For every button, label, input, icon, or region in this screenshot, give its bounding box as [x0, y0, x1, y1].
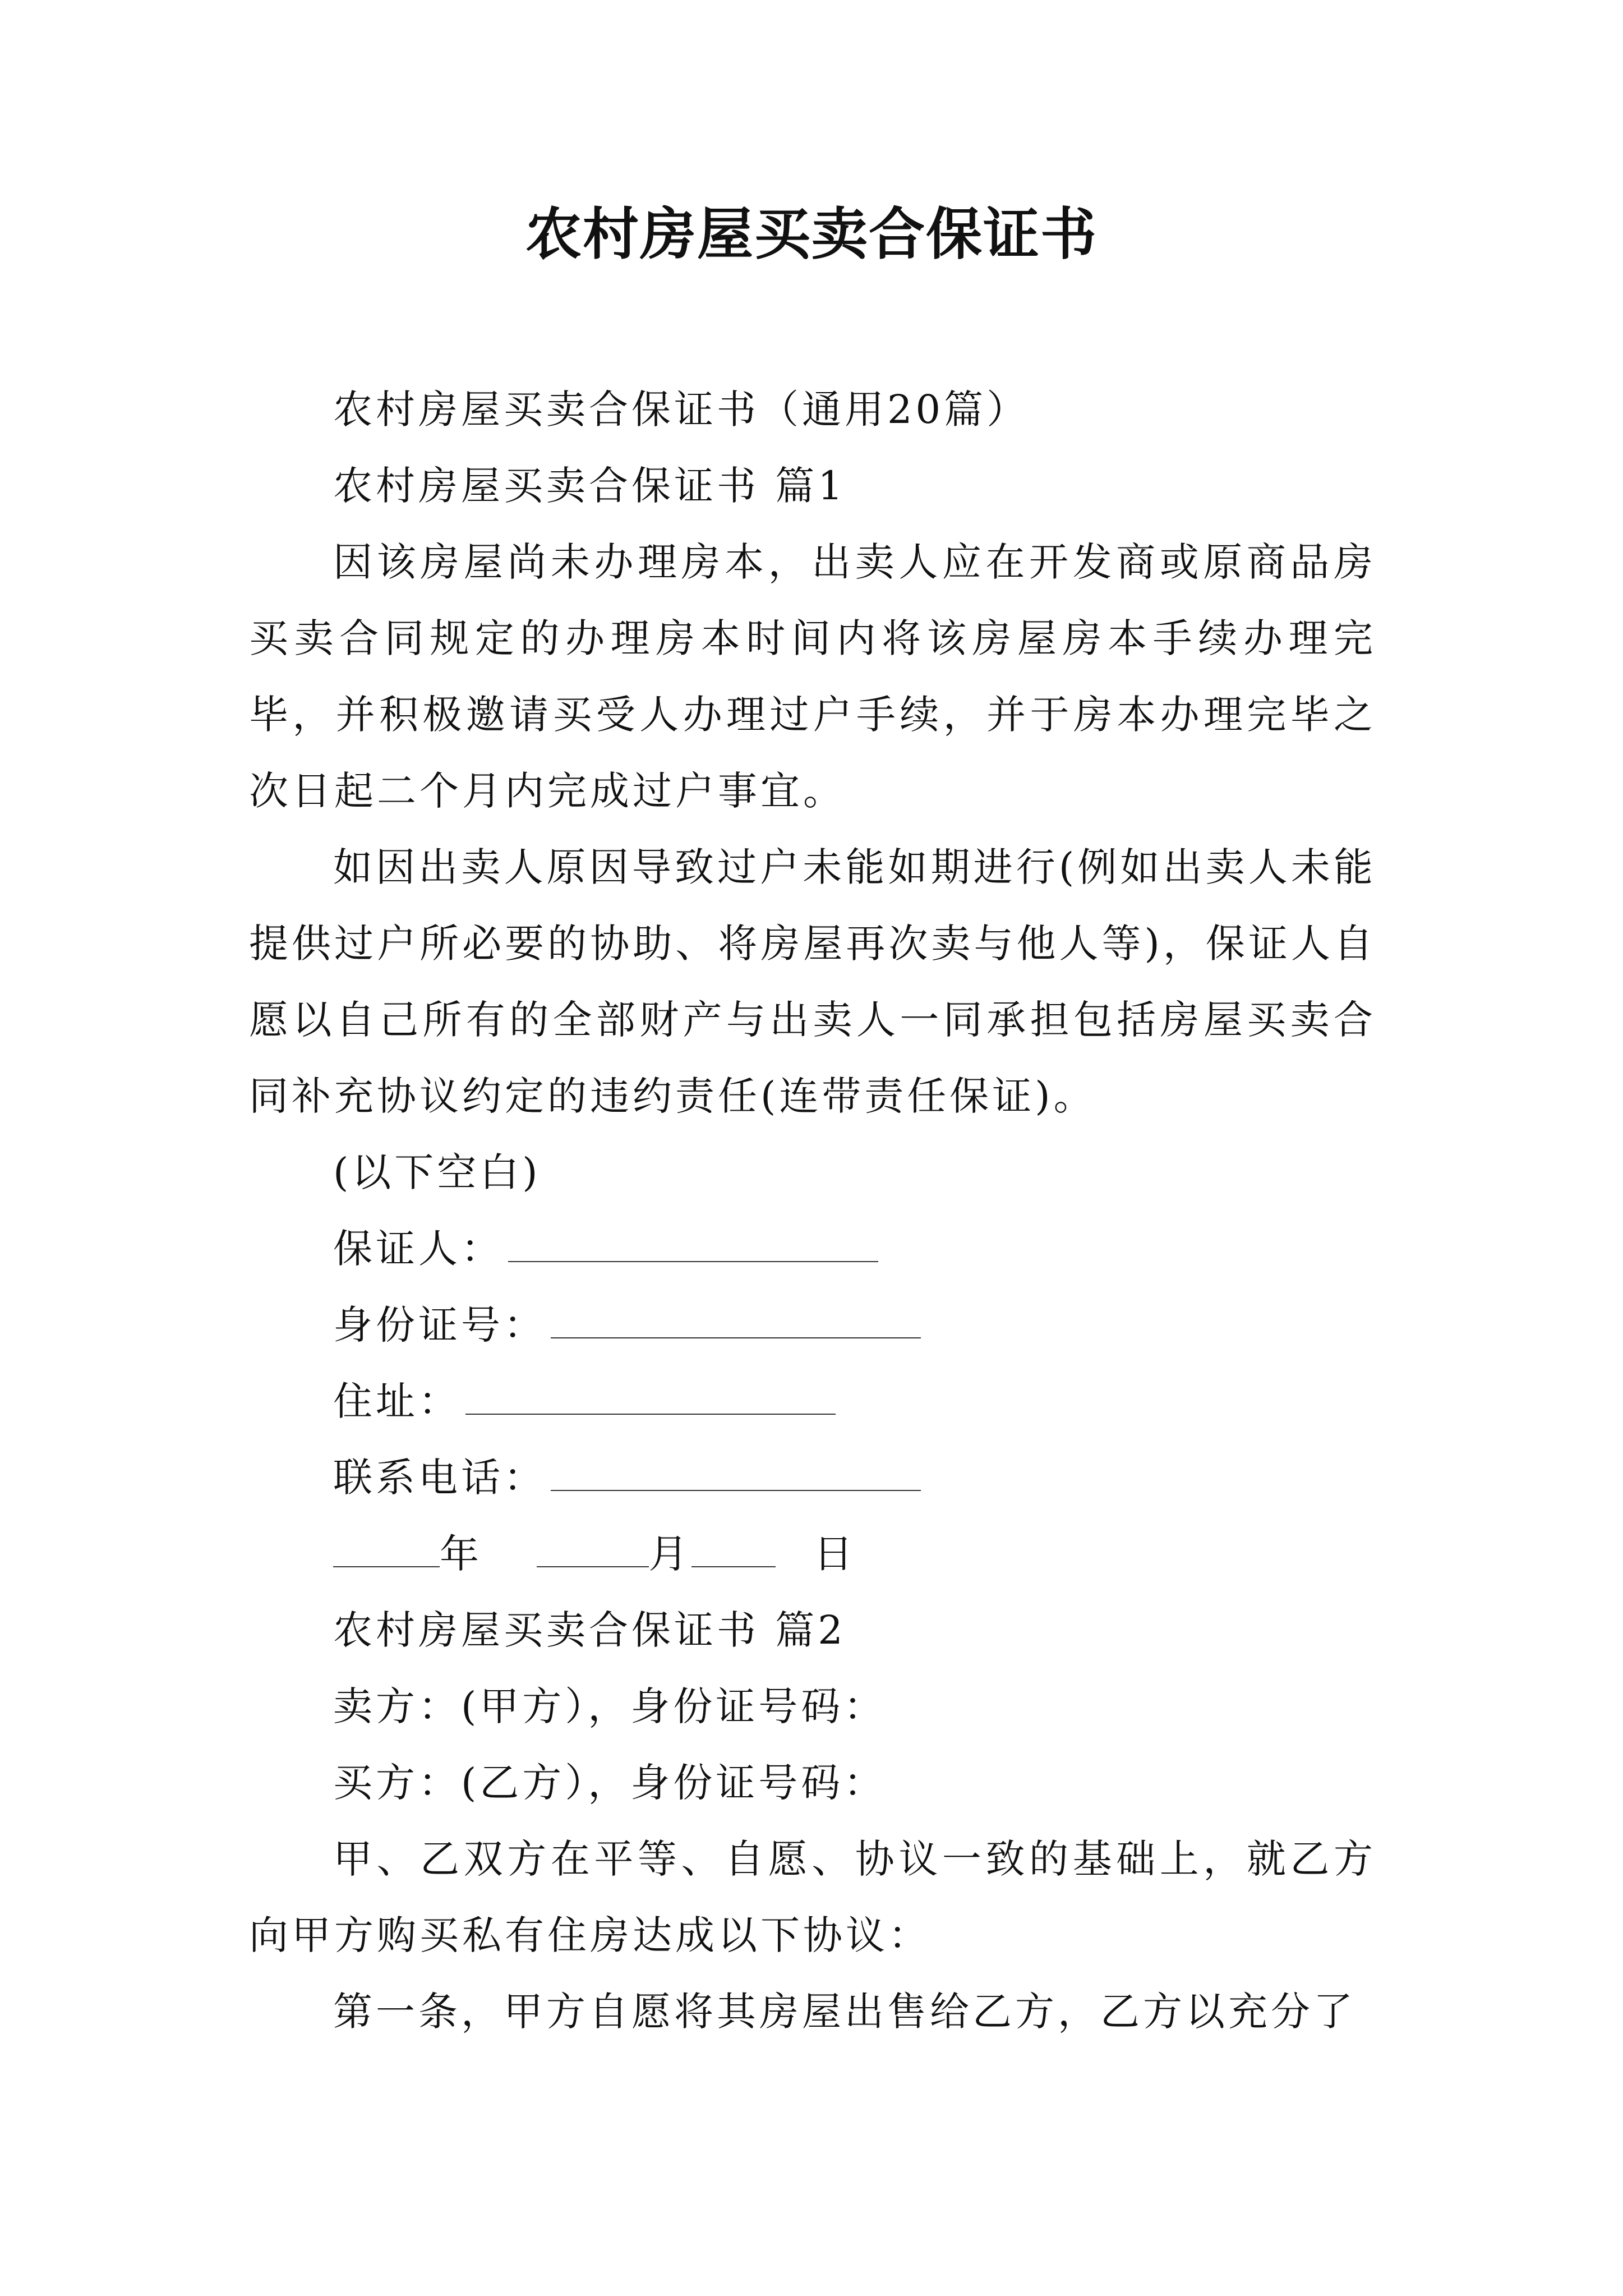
year-label: 年 — [440, 1531, 482, 1577]
paragraph-2: 如因出卖人原因导致过户未能如期进行(例如出卖人未能提供过户所必要的协助、将房屋再次卖与他人等)，保证人自愿以自己所有的全部财产与出卖人一同承担包括房屋买卖合同补充协议约定的违约责任(连带责任保证)。 — [249, 844, 1376, 1119]
year-blank — [333, 1527, 440, 1567]
id-number-blank — [551, 1298, 921, 1338]
guarantor-label: 保证人： — [333, 1226, 504, 1272]
paragraph-1: 因该房屋尚未办理房本，出卖人应在开发商或原商品房买卖合同规定的办理房本时间内将该房屋房本手续办理完毕，并积极邀请买受人办理过户手续，并于房本办理完毕之次日起二个月内完成过户事宜。 — [249, 539, 1376, 814]
seller-line: 卖方：(甲方），身份证号码： — [333, 1683, 887, 1729]
paragraph-4: 第一条，甲方自愿将其房屋出售给乙方，乙方以充分了 — [333, 1989, 1356, 2035]
phone-blank — [551, 1451, 921, 1491]
paragraph-3: 甲、乙双方在平等、自愿、协议一致的基础上，就乙方向甲方购买私有住房达成以下协议： — [249, 1836, 1376, 1958]
section1-heading: 农村房屋买卖合保证书 篇1 — [333, 463, 846, 509]
month-label: 月 — [648, 1531, 691, 1577]
guarantor-blank — [508, 1222, 878, 1262]
month-blank — [537, 1527, 649, 1567]
address-field — [249, 1363, 1376, 1439]
address-blank — [465, 1374, 836, 1415]
document-title: 农村房屋买卖合保证书 — [525, 201, 1098, 267]
phone-label: 联系电话： — [333, 1455, 546, 1501]
guarantor-field — [249, 1211, 1376, 1287]
blank-note: (以下空白) — [333, 1149, 541, 1195]
day-label: 日 — [813, 1531, 856, 1577]
document-body — [249, 371, 1376, 2050]
day-blank — [691, 1527, 776, 1567]
document-subtitle: 农村房屋买卖合保证书（通用20篇） — [333, 386, 1030, 432]
id-number-field — [249, 1287, 1376, 1363]
date-row — [249, 1516, 1376, 1592]
section2-heading: 农村房屋买卖合保证书 篇2 — [333, 1607, 846, 1653]
buyer-line: 买方：(乙方），身份证号码： — [333, 1760, 887, 1806]
address-label: 住址： — [333, 1378, 461, 1424]
id-number-label: 身份证号： — [333, 1302, 546, 1348]
phone-field — [249, 1439, 1376, 1516]
